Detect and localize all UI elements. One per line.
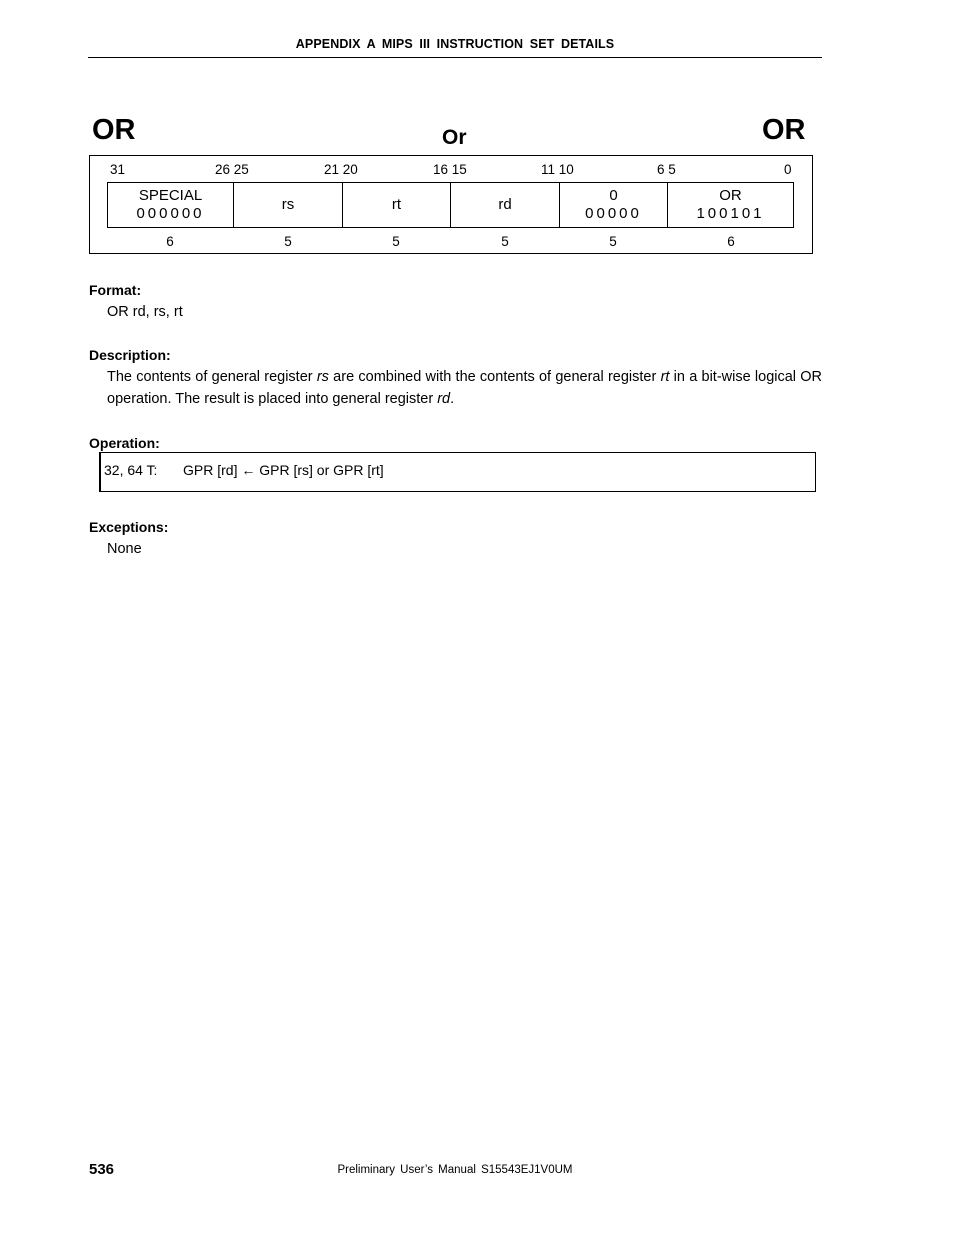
mnemonic-title-right: OR [762, 114, 806, 146]
description-text [107, 366, 822, 410]
mnemonic-title-left: OR [92, 114, 136, 146]
field-width: 5 [609, 234, 617, 249]
register-rs: rs [316, 369, 329, 385]
format-heading: Format: [89, 282, 142, 298]
field-bits: 00000 [585, 205, 642, 222]
field-width: 5 [392, 234, 400, 249]
description-segment: are combined with the contents of general register [328, 369, 661, 385]
field-special [108, 183, 234, 227]
bit-number: 6 5 [657, 162, 676, 177]
exceptions-value: None [107, 541, 142, 557]
field-bits: 000000 [136, 205, 205, 222]
header-rule [88, 57, 822, 58]
field-rs [234, 183, 343, 227]
field-width: 6 [727, 234, 735, 249]
field-width: 6 [166, 234, 174, 249]
field-zero [560, 183, 668, 227]
footer-manual-title: Preliminary User’s Manual S15543EJ1V0UM [337, 1164, 573, 1176]
bit-number: 26 25 [215, 162, 249, 177]
encoding-fields [107, 182, 794, 228]
bit-number: 11 10 [541, 162, 574, 177]
field-name: rt [391, 196, 402, 213]
field-rd [451, 183, 560, 227]
description-segment: The contents of general register [107, 369, 317, 385]
operation-mode: 32, 64 T: [104, 462, 158, 478]
field-name: rs [281, 196, 295, 213]
field-name: 0 [609, 187, 618, 204]
field-function [668, 183, 793, 227]
operation-heading: Operation: [89, 435, 160, 451]
field-name: OR [719, 187, 742, 204]
bit-number: 16 15 [433, 162, 467, 177]
description-segment: . [450, 391, 455, 407]
page-number: 536 [89, 1161, 115, 1178]
exceptions-heading: Exceptions: [89, 519, 169, 535]
bit-number: 31 [110, 162, 126, 177]
field-name: SPECIAL [138, 187, 203, 204]
format-syntax: OR rd, rs, rt [107, 304, 183, 320]
description-heading: Description: [89, 347, 171, 363]
field-width: 5 [284, 234, 292, 249]
instruction-name: Or [442, 126, 467, 149]
field-name: rd [498, 196, 512, 213]
running-header: APPENDIX A MIPS III INSTRUCTION SET DETAILS [295, 37, 615, 51]
description-segment: in a bit-wise logical OR operation. The result is placed into general register [107, 369, 823, 407]
bit-number: 21 20 [324, 162, 358, 177]
field-rt [343, 183, 451, 227]
field-bits: 100101 [696, 205, 765, 222]
register-rt: rt [660, 369, 670, 385]
bit-number: 0 [784, 162, 792, 177]
field-width: 5 [501, 234, 509, 249]
register-rd: rd [437, 391, 451, 407]
operation-expression: GPR [rd] ← GPR [rs] or GPR [rt] [183, 462, 384, 478]
